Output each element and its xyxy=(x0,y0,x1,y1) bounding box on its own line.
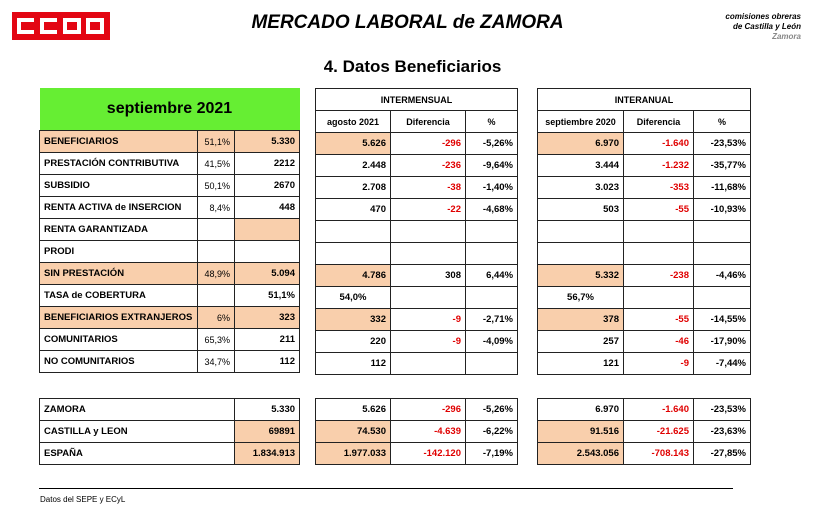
table-row xyxy=(538,309,751,331)
table-row xyxy=(40,307,300,329)
region-period-value: 5.626 xyxy=(316,399,391,421)
row-period-value: 6.970 xyxy=(538,133,624,155)
row-period-value: 56,7% xyxy=(538,287,624,309)
row-label: BENEFICIARIOS EXTRANJEROS xyxy=(40,307,198,329)
row-period-value: 2.708 xyxy=(316,177,391,199)
table-row xyxy=(538,133,751,155)
row-period-value: 112 xyxy=(316,353,391,375)
row-label: NO COMUNITARIOS xyxy=(40,351,198,373)
region-difference: -21.625 xyxy=(624,421,694,443)
row-percentage: 65,3% xyxy=(198,329,235,351)
table-row xyxy=(538,221,751,243)
row-difference: -9 xyxy=(624,353,694,375)
row-percent-change: -23,53% xyxy=(694,133,751,155)
region-label: ZAMORA xyxy=(40,399,235,421)
table-row xyxy=(40,443,300,465)
table-row xyxy=(316,287,518,309)
row-difference: -46 xyxy=(624,331,694,353)
row-percent-change: -9,64% xyxy=(466,155,518,177)
row-percent-change: -2,71% xyxy=(466,309,518,331)
region-value: 1.834.913 xyxy=(235,443,300,465)
row-period-value: 2.448 xyxy=(316,155,391,177)
row-percentage: 50,1% xyxy=(198,175,235,197)
table-row xyxy=(40,197,300,219)
table-row xyxy=(316,133,518,155)
region-percent-change: -27,85% xyxy=(694,443,751,465)
region-difference: -296 xyxy=(391,399,466,421)
row-difference: 308 xyxy=(391,265,466,287)
row-difference: -55 xyxy=(624,199,694,221)
row-percentage: 8,4% xyxy=(198,197,235,219)
row-period-value: 503 xyxy=(538,199,624,221)
table-row xyxy=(316,177,518,199)
row-percentage xyxy=(198,241,235,263)
table-row xyxy=(40,351,300,373)
row-label: COMUNITARIOS xyxy=(40,329,198,351)
row-percentage: 48,9% xyxy=(198,263,235,285)
row-percent-change xyxy=(466,353,518,375)
region-difference: -142.120 xyxy=(391,443,466,465)
row-difference: -1.232 xyxy=(624,155,694,177)
row-percent-change: -14,55% xyxy=(694,309,751,331)
row-difference: -1.640 xyxy=(624,133,694,155)
row-difference xyxy=(391,287,466,309)
region-period-value: 91.516 xyxy=(538,421,624,443)
row-percent-change xyxy=(466,287,518,309)
table-row xyxy=(538,287,751,309)
row-period-value: 3.023 xyxy=(538,177,624,199)
table-row xyxy=(40,153,300,175)
table-row xyxy=(538,399,751,421)
table-row xyxy=(40,241,300,263)
row-period-value xyxy=(316,243,391,265)
row-value: 323 xyxy=(235,307,300,329)
region-label: ESPAÑA xyxy=(40,443,235,465)
table-row xyxy=(316,265,518,287)
row-difference: -353 xyxy=(624,177,694,199)
row-period-value: 3.444 xyxy=(538,155,624,177)
row-label: PRODI xyxy=(40,241,198,263)
region-difference: -1.640 xyxy=(624,399,694,421)
row-percent-change: -4,46% xyxy=(694,265,751,287)
row-period-value: 4.786 xyxy=(316,265,391,287)
row-percentage: 51,1% xyxy=(198,131,235,153)
row-label: BENEFICIARIOS xyxy=(40,131,198,153)
region-period-value: 2.543.056 xyxy=(538,443,624,465)
table-row xyxy=(316,199,518,221)
region-label: CASTILLA y LEON xyxy=(40,421,235,443)
table-row xyxy=(538,243,751,265)
row-period-value xyxy=(316,221,391,243)
table-row xyxy=(316,399,518,421)
region-difference: -4.639 xyxy=(391,421,466,443)
regions-interanual-table xyxy=(537,398,751,465)
region-percent-change: -5,26% xyxy=(466,399,518,421)
row-percent-change: -4,09% xyxy=(466,331,518,353)
row-difference xyxy=(391,221,466,243)
row-value: 2670 xyxy=(235,175,300,197)
row-period-value: 121 xyxy=(538,353,624,375)
row-percentage: 41,5% xyxy=(198,153,235,175)
interanual-table xyxy=(537,88,751,375)
row-period-value xyxy=(538,221,624,243)
table-row xyxy=(40,175,300,197)
region-value: 69891 xyxy=(235,421,300,443)
region-period-value: 74.530 xyxy=(316,421,391,443)
region-percent-change: -7,19% xyxy=(466,443,518,465)
table-row xyxy=(316,443,518,465)
table-row xyxy=(316,421,518,443)
intermensual-table xyxy=(315,88,518,375)
interanual-col-diff: Diferencia xyxy=(624,111,694,133)
table-row xyxy=(316,353,518,375)
table-row xyxy=(40,329,300,351)
row-percent-change: -35,77% xyxy=(694,155,751,177)
intermensual-col-diff: Diferencia xyxy=(391,111,466,133)
table-row xyxy=(538,265,751,287)
row-percent-change: -17,90% xyxy=(694,331,751,353)
table-row xyxy=(316,155,518,177)
table-row xyxy=(40,399,300,421)
period-header: septiembre 2021 xyxy=(40,88,300,131)
row-percent-change: -7,44% xyxy=(694,353,751,375)
table-row xyxy=(316,331,518,353)
section-title: 4. Datos Beneficiarios xyxy=(323,57,502,76)
row-percent-change xyxy=(466,243,518,265)
regions-main-table xyxy=(39,398,300,465)
region-percent-change: -23,53% xyxy=(694,399,751,421)
table-row xyxy=(538,331,751,353)
row-period-value xyxy=(538,243,624,265)
row-difference: -38 xyxy=(391,177,466,199)
row-percentage xyxy=(198,219,235,241)
table-row xyxy=(316,221,518,243)
row-value: 112 xyxy=(235,351,300,373)
row-value: 51,1% xyxy=(235,285,300,307)
row-percentage: 34,7% xyxy=(198,351,235,373)
region-percent-change: -23,63% xyxy=(694,421,751,443)
row-label: SUBSIDIO xyxy=(40,175,198,197)
row-value xyxy=(235,219,300,241)
row-value: 2212 xyxy=(235,153,300,175)
interanual-col-pct: % xyxy=(694,111,751,133)
regions-intermensual-table xyxy=(315,398,518,465)
row-difference xyxy=(624,221,694,243)
row-value: 211 xyxy=(235,329,300,351)
row-percentage: 6% xyxy=(198,307,235,329)
row-difference: -9 xyxy=(391,331,466,353)
region-difference: -708.143 xyxy=(624,443,694,465)
row-value xyxy=(235,241,300,263)
interanual-title: INTERANUAL xyxy=(538,89,751,111)
row-value: 5.330 xyxy=(235,131,300,153)
row-period-value: 54,0% xyxy=(316,287,391,309)
row-difference: -22 xyxy=(391,199,466,221)
row-value: 448 xyxy=(235,197,300,219)
row-period-value: 220 xyxy=(316,331,391,353)
row-label: SIN PRESTACIÓN xyxy=(40,263,198,285)
row-percent-change: -1,40% xyxy=(466,177,518,199)
table-row xyxy=(316,309,518,331)
organization-name: comisiones obreras de Castilla y León Zamora xyxy=(725,12,801,41)
row-label: RENTA GARANTIZADA xyxy=(40,219,198,241)
row-label: TASA de COBERTURA xyxy=(40,285,198,307)
row-period-value: 257 xyxy=(538,331,624,353)
footer-divider xyxy=(39,488,733,489)
table-row xyxy=(40,263,300,285)
row-difference: -296 xyxy=(391,133,466,155)
row-difference xyxy=(624,243,694,265)
row-period-value: 5.626 xyxy=(316,133,391,155)
row-difference: -236 xyxy=(391,155,466,177)
row-percent-change: -10,93% xyxy=(694,199,751,221)
table-row xyxy=(538,443,751,465)
main-data-table xyxy=(39,88,300,373)
row-percent-change: -4,68% xyxy=(466,199,518,221)
row-percent-change xyxy=(694,221,751,243)
row-percent-change xyxy=(694,243,751,265)
region-value: 5.330 xyxy=(235,399,300,421)
region-percent-change: -6,22% xyxy=(466,421,518,443)
row-period-value: 470 xyxy=(316,199,391,221)
table-row xyxy=(40,285,300,307)
region-period-value: 6.970 xyxy=(538,399,624,421)
row-label: PRESTACIÓN CONTRIBUTIVA xyxy=(40,153,198,175)
table-row xyxy=(538,155,751,177)
table-row xyxy=(40,131,300,153)
page-title: MERCADO LABORAL de ZAMORA xyxy=(251,12,564,33)
row-difference xyxy=(391,243,466,265)
row-period-value: 378 xyxy=(538,309,624,331)
row-percent-change xyxy=(694,287,751,309)
table-row xyxy=(538,421,751,443)
table-row xyxy=(40,219,300,241)
region-period-value: 1.977.033 xyxy=(316,443,391,465)
row-period-value: 5.332 xyxy=(538,265,624,287)
table-row xyxy=(316,243,518,265)
row-percent-change: -5,26% xyxy=(466,133,518,155)
row-percent-change xyxy=(466,221,518,243)
row-percent-change: -11,68% xyxy=(694,177,751,199)
row-difference xyxy=(391,353,466,375)
row-period-value: 332 xyxy=(316,309,391,331)
intermensual-col-pct: % xyxy=(466,111,518,133)
row-value: 5.094 xyxy=(235,263,300,285)
table-row xyxy=(40,421,300,443)
row-difference: -55 xyxy=(624,309,694,331)
intermensual-title: INTERMENSUAL xyxy=(316,89,518,111)
row-label: RENTA ACTIVA de INSERCION xyxy=(40,197,198,219)
table-row xyxy=(538,353,751,375)
row-percent-change: 6,44% xyxy=(466,265,518,287)
row-percentage xyxy=(198,285,235,307)
interanual-col-period: septiembre 2020 xyxy=(538,111,624,133)
table-row xyxy=(538,199,751,221)
footer-source: Datos del SEPE y ECyL xyxy=(40,495,126,504)
row-difference: -238 xyxy=(624,265,694,287)
row-difference: -9 xyxy=(391,309,466,331)
row-difference xyxy=(624,287,694,309)
table-row xyxy=(538,177,751,199)
intermensual-col-period: agosto 2021 xyxy=(316,111,391,133)
